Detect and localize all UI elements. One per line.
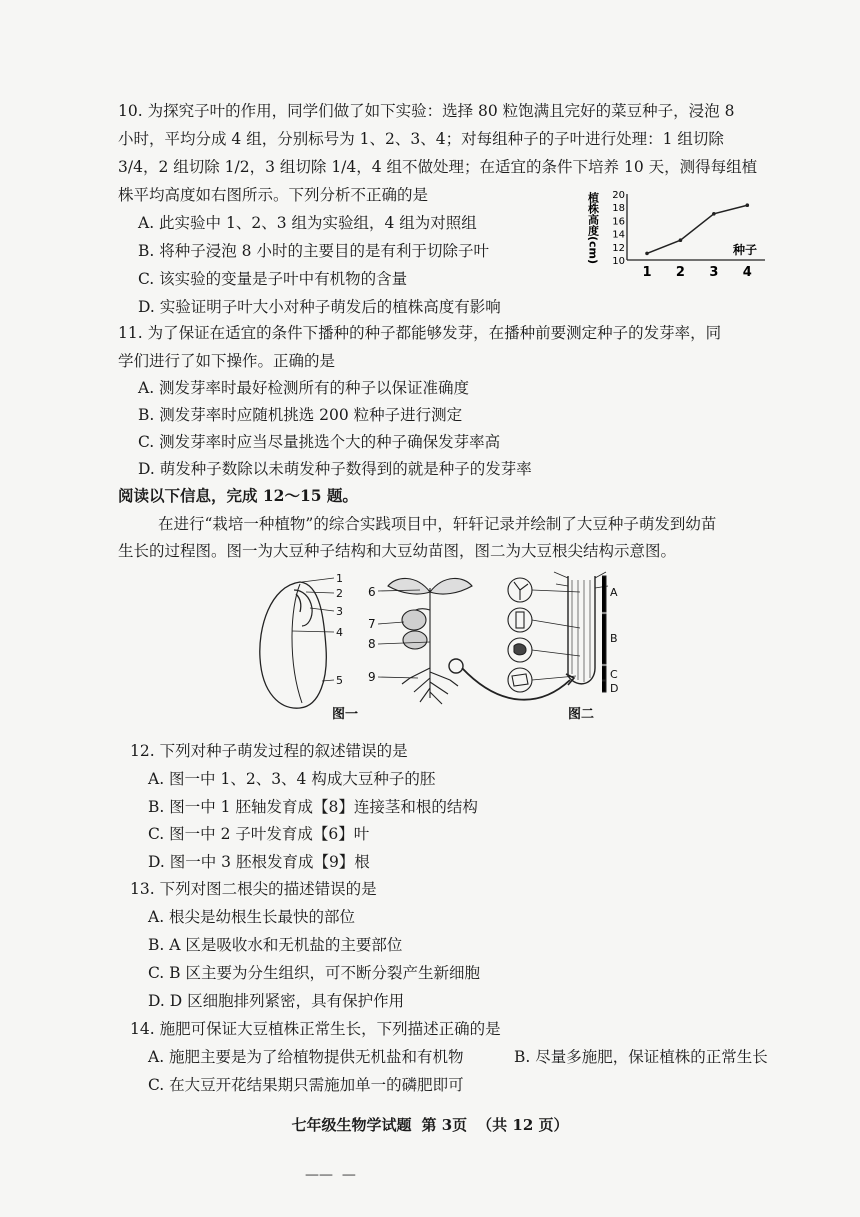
root-label-d: D <box>610 682 619 695</box>
seedling-label-7: 7 <box>368 617 376 631</box>
q14-stem: 14. 施肥可保证大豆植株正常生长，下列描述正确的是 <box>130 1020 501 1038</box>
chart-x-tick-label: 3 <box>709 265 719 280</box>
q10-option-a: A. 此实验中 1、2、3 组为实验组，4 组为对照组 <box>138 214 477 232</box>
chart-y-tick-label: 12 <box>612 242 625 254</box>
chart-y-tick-label: 10 <box>612 256 625 267</box>
q13-option-c: C. B 区主要为分生组织，可不断分裂产生新细胞 <box>148 964 480 982</box>
q14-option-b: B. 尽量多施肥，保证植株的正常生长 <box>514 1048 768 1066</box>
chart-data-point <box>645 252 649 256</box>
q13-option-a: A. 根尖是幼根生长最快的部位 <box>148 908 356 926</box>
seed-label-3: 3 <box>336 605 343 618</box>
q11-option-b: B. 测发芽率时应随机挑选 200 粒种子进行测定 <box>138 406 463 424</box>
root-tip-drawing <box>508 572 608 692</box>
q10-stem-line-4: 株平均高度如右图所示。下列分析不正确的是 <box>118 186 429 204</box>
soybean-seedling-drawing <box>388 578 472 704</box>
seedling-label-8: 8 <box>368 637 376 651</box>
bottom-dash-marks: —— — <box>305 1167 356 1183</box>
seed-label-1: 1 <box>336 572 343 585</box>
chart-x-tick-label: 2 <box>675 265 685 280</box>
q14-option-a: A. 施肥主要是为了给植物提供无机盐和有机物 <box>148 1048 464 1066</box>
q11-option-c: C. 测发芽率时应当尽量挑选个大的种子确保发芽率高 <box>138 433 501 451</box>
q10-option-d: D. 实验证明子叶大小对种子萌发后的植株高度有影响 <box>138 298 501 316</box>
q13-stem: 13. 下列对图二根尖的描述错误的是 <box>130 880 377 898</box>
footer-page: 第 3页 <box>421 1116 468 1134</box>
root-label-c: C <box>610 668 618 681</box>
seed-label-4: 4 <box>336 626 343 639</box>
q10-stem-line-3: 3/4，2 组切除 1/2，3 组切除 1/4，4 组不做处理；在适宜的条件下培养 10 天，测得每组植 <box>118 158 758 176</box>
chart-data-point <box>746 203 750 207</box>
q10-stem-line-1: 10. 为探究子叶的作用，同学们做了如下实验：选择 80 粒饱满且完好的菜豆种子，浸泡 8 <box>118 102 735 120</box>
q12-option-b: B. 图一中 1 胚轴发育成【8】连接茎和根的结构 <box>148 798 478 816</box>
chart-y-tick-label: 14 <box>612 229 625 241</box>
q13-option-d: D. D 区细胞排列紧密，具有保护作用 <box>148 992 405 1010</box>
seed-label-2: 2 <box>336 587 343 600</box>
chart-xlabel: 种子 <box>733 243 758 257</box>
plant-height-chart <box>585 188 785 288</box>
q10-option-b: B. 将种子浸泡 8 小时的主要目的是有利于切除子叶 <box>138 242 489 260</box>
q14-option-c: C. 在大豆开花结果期只需施加单一的磷肥即可 <box>148 1076 464 1094</box>
q13-option-b: B. A 区是吸收水和无机盐的主要部位 <box>148 936 403 954</box>
footer-total: （共 12 页） <box>477 1116 569 1134</box>
figure-caption-2: 图二 <box>568 707 595 722</box>
reading-heading: 阅读以下信息，完成 12～15 题。 <box>118 486 358 505</box>
q10-option-c: C. 该实验的变量是子叶中有机物的含量 <box>138 270 408 288</box>
q10-stem-line-2: 小时，平均分成 4 组，分别标号为 1、2、3、4；对每组种子的子叶进行处理：1 组切除 <box>118 130 724 148</box>
chart-x-tick-label: 1 <box>642 265 652 280</box>
chart-x-tick-label: 4 <box>742 265 752 280</box>
root-label-b: B <box>610 632 618 645</box>
seedling-label-6: 6 <box>368 585 376 599</box>
seed-label-5: 5 <box>336 674 343 687</box>
q12-option-a: A. 图一中 1、2、3、4 构成大豆种子的胚 <box>148 770 436 788</box>
q11-option-d: D. 萌发种子数除以未萌发种子数得到的就是种子的发芽率 <box>138 460 532 478</box>
chart-ylabel: 植株高度(cm) <box>586 192 600 265</box>
figure-caption-1: 图一 <box>332 707 359 722</box>
seedling-label-9: 9 <box>368 670 376 684</box>
soybean-seed-drawing <box>260 582 327 708</box>
chart-y-tick-label: 18 <box>612 203 625 215</box>
chart-data-point <box>679 238 683 242</box>
chart-data-point <box>712 212 716 216</box>
q12-option-d: D. 图一中 3 胚根发育成【9】根 <box>148 853 370 871</box>
q12-option-c: C. 图一中 2 子叶发育成【6】叶 <box>148 825 370 843</box>
reading-paragraph-line-1: 在进行“栽培一种植物”的综合实践项目中，轩轩记录并绘制了大豆种子萌发到幼苗 <box>158 515 717 533</box>
soybean-figure <box>250 568 650 728</box>
q12-stem: 12. 下列对种子萌发过程的叙述错误的是 <box>130 742 408 760</box>
q11-option-a: A. 测发芽率时最好检测所有的种子以保证准确度 <box>138 379 470 397</box>
q11-stem-line-1: 11. 为了保证在适宜的条件下播种的种子都能够发芽，在播种前要测定种子的发芽率，同 <box>118 324 722 342</box>
root-label-a: A <box>610 586 618 599</box>
page-footer <box>0 1114 860 1135</box>
q11-stem-line-2: 学们进行了如下操作。正确的是 <box>118 352 336 370</box>
footer-title: 七年级生物学试题 <box>291 1116 412 1134</box>
chart-y-tick-label: 16 <box>612 216 625 228</box>
chart-y-tick-label: 20 <box>612 190 625 201</box>
reading-paragraph-line-2: 生长的过程图。图一为大豆种子结构和大豆幼苗图，图二为大豆根尖结构示意图。 <box>118 542 677 560</box>
